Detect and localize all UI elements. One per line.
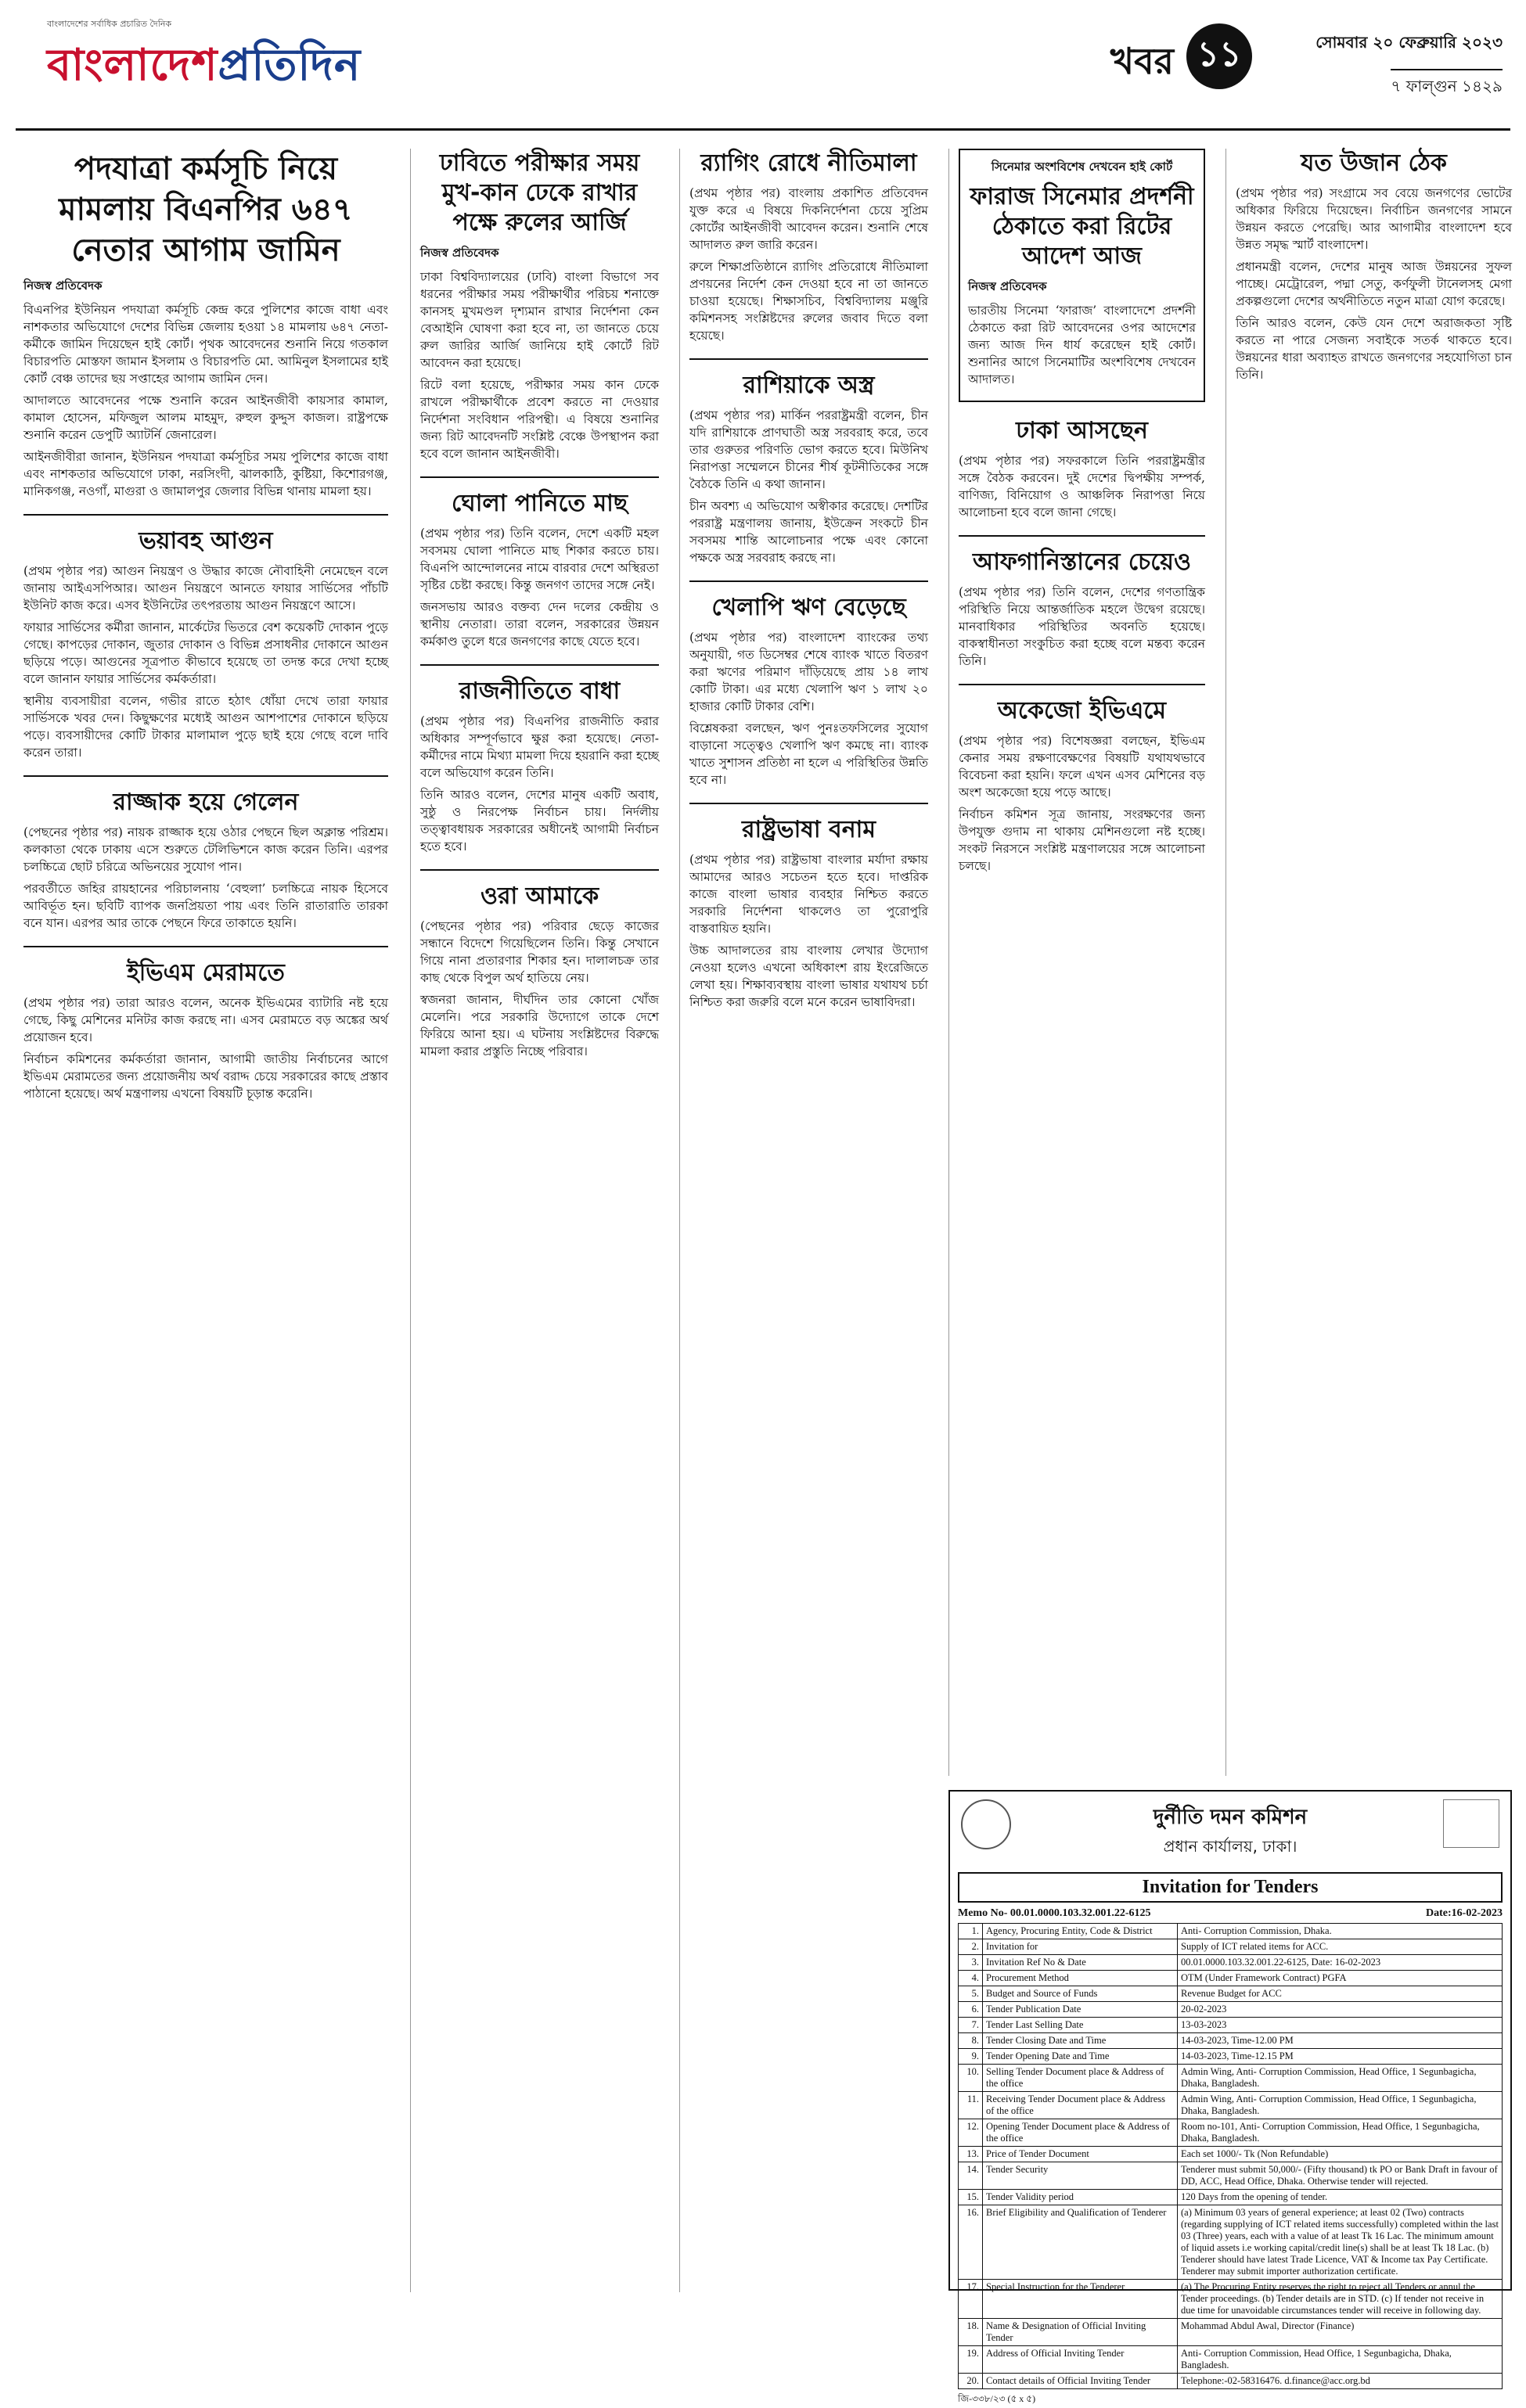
tender-row	[959, 2190, 1503, 2205]
logo-part-1: বাংলাদেশ	[47, 40, 218, 91]
article-bnp-bail[interactable]	[23, 149, 388, 500]
article-headline: ওরা আমাকে	[480, 882, 599, 910]
masthead	[16, 11, 1510, 131]
article-headline: অকেজো ইভিএমে	[997, 697, 1167, 724]
article-headline: রাশিয়াকে অস্ত্র	[743, 372, 875, 399]
tender-row-value: Each set 1000/- Tk (Non Refundable)	[1178, 2147, 1503, 2162]
article-yata-ujan[interactable]	[1236, 149, 1512, 383]
article-paragraph: (প্রথম পৃষ্ঠার পর) বিশেষজ্ঞরা বলছেন, ইভিএম কেনার সময় রক্ষণাবেক্ষণের বিষয়টি যথাযথভাবে বিবেচনা করা হয়নি। ফলে এখন এসব মেশিনের বড় অংশ অকেজো হয়ে পড়ে আছে।	[959, 734, 1205, 800]
tender-row-label: Brief Eligibility and Qualification of Tenderer	[983, 2205, 1178, 2280]
article-headline: পদযাত্রা কর্মসূচি নিয়ে মামলায় বিএনপির ৬৪৭ নেতার আগাম জামিন	[59, 151, 353, 268]
tender-row-value: Revenue Budget for ACC	[1178, 1986, 1503, 2002]
tender-row	[959, 2162, 1503, 2190]
tender-row-value: 13-03-2023	[1178, 2018, 1503, 2033]
divider	[420, 476, 659, 478]
divider	[23, 514, 388, 516]
tender-row-label: Tender Opening Date and Time	[983, 2049, 1178, 2065]
article-kicker: সিনেমার অংশবিশেষ দেখবেন হাই কোর্ট	[991, 160, 1173, 174]
article-they-me[interactable]	[420, 882, 659, 1060]
tender-row-number: 8.	[959, 2033, 983, 2049]
article-headline: রাজ্জাক হয়ে গেলেন	[113, 789, 299, 816]
tender-row	[959, 2319, 1503, 2346]
article-paragraph: (প্রথম পৃষ্ঠার পর) সংগ্রামে সব বেয়ে জনগণের ভোটের অধিকার ফিরিয়ে দিয়েছেন। নির্বাচিন জনগণের সামনে উন্নয়ন করতে পেরেছি। আর আগামীর বাংলাদেশ হবে উন্নত সমৃদ্ধ স্মার্ট বাংলাদেশ।	[1236, 186, 1512, 252]
tender-row-number: 3.	[959, 1955, 983, 1971]
tender-row-number: 18.	[959, 2319, 983, 2346]
tender-row-label: Selling Tender Document place & Address of the office	[983, 2065, 1178, 2092]
divider	[689, 803, 928, 804]
article-byline: নিজস্ব প্রতিবেদক	[420, 246, 499, 260]
article-paragraph: পরবর্তীতে জহির রায়হানের পরিচালনায় ‘বেহুলা’ চলচ্চিত্রে নায়ক হিসেবে আবির্ভূত হন। ছবিটি ব্যাপক জনপ্রিয়তা পায় এবং তিনি রাতারাতি তারকা বনে যান। এরপর আর তাকে পেছনে ফিরে তাকাতে হয়নি।	[23, 882, 388, 930]
tender-row-label: Tender Publication Date	[983, 2002, 1178, 2018]
tender-row-value: Admin Wing, Anti- Corruption Commission, Head Office, 1 Segunbagicha, Dhaka, Bangladesh.	[1178, 2065, 1503, 2092]
article-paragraph: আইনজীবীরা জানান, ইউনিয়ন পদযাত্রা কর্মসূচির সময় পুলিশের কাজে বাধা এবং নাশকতার অভিযোগে ঢাকা, নরসিংদী, ঝালকাঠি, কুষ্টিয়া, কিশোরগঞ্জ, মানিকগঞ্জ, নওগাঁ, মাগুরা ও জামালপুর জেলার বিভিন্ন থানায় মামলা হয়।	[23, 450, 388, 498]
divider	[959, 684, 1205, 685]
article-paragraph: রিটে বলা হয়েছে, পরীক্ষার সময় কান ঢেকে রাখলে পরীক্ষার্থীকে প্রবেশ করতে না দেওয়ার নির্দেশনা সংবিধান পরিপন্থী। এ বিষয়ে শুনানির জন্য রিট আবেদনটি সংশ্লিষ্ট বেঞ্চে উপস্থাপন করা হবে বলে জানান আইনজীবী।	[420, 378, 659, 461]
divider	[689, 580, 928, 582]
tender-row-label: Tender Security	[983, 2162, 1178, 2190]
tender-row-label: Opening Tender Document place & Address of the office	[983, 2119, 1178, 2147]
tender-row	[959, 1939, 1503, 1955]
article-dhaka-coming[interactable]	[959, 416, 1205, 521]
tender-row	[959, 2346, 1503, 2374]
tender-row-label: Procurement Method	[983, 1971, 1178, 1986]
article-paragraph: (পেছনের পৃষ্ঠার পর) পরিবার ছেড়ে কাজের সন্ধানে বিদেশে গিয়েছিলেন তিনি। কিন্তু সেখানে গিয়ে নানা প্রতারণার শিকার হন। দালালচক্র তার কাছ থেকে বিপুল অর্থ হাতিয়ে নেয়।	[420, 919, 659, 985]
article-headline: রাজনীতিতে বাধা	[459, 677, 621, 705]
article-afghanistan[interactable]	[959, 548, 1205, 670]
tender-row	[959, 2119, 1503, 2147]
article-paragraph: তিনি আরও বলেন, কেউ যেন দেশে অরাজকতা সৃষ্টি করতে না পারে সেজন্য সবাইকে সতর্ক থাকতে হবে। উন্নয়নের ধারা অব্যাহত রাখতে জনগণের সহযোগিতা চান তিনি।	[1236, 316, 1512, 382]
tender-row-number: 14.	[959, 2162, 983, 2190]
article-du-exam[interactable]	[420, 149, 659, 462]
tender-row-number: 11.	[959, 2092, 983, 2119]
article-politics[interactable]	[420, 677, 659, 855]
article-paragraph: প্রধানমন্ত্রী বলেন, দেশের মানুষ আজ উন্নয়নের সুফল পাচ্ছে। মেট্রোরেল, পদ্মা সেতু, কর্ণফুলী টানেলসহ মেগা প্রকল্পগুলো দেশের অর্থনীতিতে নতুন মাত্রা যোগ করেছে।	[1236, 260, 1512, 308]
tender-memo-number: Memo No- 00.01.0000.103.32.001.22-6125	[958, 1907, 1151, 1919]
tender-row	[959, 2092, 1503, 2119]
tender-row-label: Tender Validity period	[983, 2190, 1178, 2205]
tender-row-value: Supply of ICT related items for ACC.	[1178, 1939, 1503, 1955]
article-headline: ঢাবিতে পরীক্ষার সময় মুখ-কান ঢেকে রাখার পক্ষে রুলের আর্জি	[439, 149, 640, 236]
article-headline: ঢাকা আসছেন	[1016, 417, 1148, 444]
article-broken-evm[interactable]	[959, 696, 1205, 875]
tender-row-label: Contact details of Official Inviting Tender	[983, 2374, 1178, 2389]
tender-row	[959, 1986, 1503, 2002]
tender-row-number: 13.	[959, 2147, 983, 2162]
article-paragraph: (পেছনের পৃষ্ঠার পর) নায়ক রাজ্জাক হয়ে ওঠার পেছনে ছিল অক্লান্ত পরিশ্রম। কলকাতা থেকে ঢাকায় এসে শুরুতে টেলিভিশনে কাজ করেন তিনি। এরপর চলচ্চিত্রে ছোট চরিত্রে অভিনয়ের সুযোগ পান।	[23, 825, 388, 874]
tender-row-number: 7.	[959, 2018, 983, 2033]
tender-row-label: Tender Closing Date and Time	[983, 2033, 1178, 2049]
tender-row-value: Room no-101, Anti- Corruption Commission, Head Office, 1 Segunbagicha, Dhaka, Bangladesh.	[1178, 2119, 1503, 2147]
article-evm-repair[interactable]	[23, 958, 388, 1102]
tender-row	[959, 2065, 1503, 2092]
tender-row-label: Price of Tender Document	[983, 2147, 1178, 2162]
tender-row	[959, 2049, 1503, 2065]
article-byline: নিজস্ব প্রতিবেদক	[968, 279, 1047, 293]
tender-row-label: Name & Designation of Official Inviting Tender	[983, 2319, 1178, 2346]
article-paragraph: (প্রথম পৃষ্ঠার পর) তারা আরও বলেন, অনেক ইভিএমের ব্যাটারি নষ্ট হয়ে গেছে, কিছু মেশিনের মনিটর কাজ করছে না। এসব মেরামতে বড় অঙ্কের অর্থ প্রয়োজন হবে।	[23, 996, 388, 1044]
tender-row	[959, 2033, 1503, 2049]
date-bangla-calendar: ৭ ফাল্গুন ১৪২৯	[1391, 69, 1503, 101]
logo-part-2: প্রতিদিন	[218, 40, 362, 91]
tender-row-label: Receiving Tender Document place & Address of the office	[983, 2092, 1178, 2119]
divider	[23, 775, 388, 777]
tender-row-number: 15.	[959, 2190, 983, 2205]
tender-row-label: Tender Last Selling Date	[983, 2018, 1178, 2033]
tender-row-label: Special Instruction for the Tenderer	[983, 2280, 1178, 2319]
article-headline: ফারাজ সিনেমার প্রদর্শনী ঠেকাতে করা রিটের আদেশ আজ	[970, 183, 1194, 270]
brand-tagline: বাংলাদেশের সর্বাধিক প্রচারিত দৈনিক	[47, 19, 172, 29]
tender-row	[959, 2002, 1503, 2018]
tender-row-value: 14-03-2023, Time-12.00 PM	[1178, 2033, 1503, 2049]
tender-row-value: 00.01.0000.103.32.001.22-6125, Date: 16-02-2023	[1178, 1955, 1503, 1971]
article-paragraph: জনসভায় আরও বক্তব্য দেন দলের কেন্দ্রীয় ও স্থানীয় নেতারা। তারা বলেন, সরকারের উন্নয়ন কর্মকাণ্ড তুলে ধরে জনগণের কাছে যেতে হবে।	[420, 600, 659, 649]
tender-row-number: 20.	[959, 2374, 983, 2389]
tender-row-label: Address of Official Inviting Tender	[983, 2346, 1178, 2374]
article-paragraph: বিশ্লেষকরা বলছেন, ঋণ পুনঃতফসিলের সুযোগ বাড়ানো সত্ত্বেও খেলাপি ঋণ কমছে না। ব্যাংক খাতে সুশাসন প্রতিষ্ঠা না হলে এ পরিস্থিতির উন্নতি হবে না।	[689, 721, 928, 787]
article-paragraph: (প্রথম পৃষ্ঠার পর) রাষ্ট্রভাষা বাংলার মর্যাদা রক্ষায় আমাদের আরও সচেতন হতে হবে। দাপ্তরিক কাজে বাংলা ভাষার ব্যবহার নিশ্চিত করতে সরকারি নির্দেশনা থাকলেও তা পুরোপুরি বাস্তবায়িত হয়নি।	[689, 853, 928, 936]
tender-row-label: Agency, Procuring Entity, Code & District	[983, 1924, 1178, 1939]
article-paragraph: (প্রথম পৃষ্ঠার পর) আগুন নিয়ন্ত্রণ ও উদ্ধার কাজে নৌবাহিনী নেমেছেন বলে জানায় আইএসপিআর। আগুন নিয়ন্ত্রণে আনতে ফায়ার সার্ভিসের পাঁচটি ইউনিট কাজ করে। এসব ইউনিটের তৎপরতায় আগুন নিয়ন্ত্রণে আসে।	[23, 564, 388, 613]
article-headline: ভয়াবহ আগুন	[139, 527, 273, 555]
tender-row-value: Telephone:-02-58316476. d.finance@acc.org.bd	[1178, 2374, 1503, 2389]
column-1	[23, 149, 399, 2292]
article-default-loan[interactable]	[689, 593, 928, 789]
tender-row-number: 2.	[959, 1939, 983, 1955]
article-ragging[interactable]	[689, 149, 928, 344]
tender-row-value: Tenderer must submit 50,000/- (Fifty thousand) tk PO or Bank Draft in favour of DD, ACC, Head Office, Dhaka. Otherwise tender will rejected.	[1178, 2162, 1503, 2190]
article-headline: ইভিএম মেরামতে	[127, 959, 285, 987]
article-paragraph: (প্রথম পৃষ্ঠার পর) সফরকালে তিনি পররাষ্ট্রমন্ত্রীর সঙ্গে বৈঠক করবেন। দুই দেশের দ্বিপক্ষীয় সম্পর্ক, বাণিজ্য, বিনিয়োগ ও আঞ্চলিক নিরাপত্তা নিয়ে আলোচনা হবে বলে জানা গেছে।	[959, 454, 1205, 519]
article-razzak[interactable]	[23, 788, 388, 932]
tender-row-value: Anti- Corruption Commission, Head Office, 1 Segunbagicha, Dhaka, Bangladesh.	[1178, 2346, 1503, 2374]
tender-row	[959, 1955, 1503, 1971]
tender-row-number: 10.	[959, 2065, 983, 2092]
tender-row-number: 5.	[959, 1986, 983, 2002]
article-headline: ঘোলা পানিতে মাছ	[452, 490, 628, 517]
tender-row-number: 4.	[959, 1971, 983, 1986]
tender-table	[958, 1923, 1503, 2389]
article-headline: রাষ্ট্রভাষা বনাম	[741, 816, 876, 843]
newspaper-logo[interactable]	[47, 31, 361, 105]
divider	[420, 664, 659, 666]
tender-date: Date:16-02-2023	[1426, 1907, 1503, 1919]
tender-row	[959, 2280, 1503, 2319]
article-byline: নিজস্ব প্রতিবেদক	[23, 279, 103, 293]
article-paragraph: নির্বাচন কমিশনের কর্মকর্তারা জানান, আগামী জাতীয় নির্বাচনের আগে ইভিএম মেরামতের জন্য প্রয়োজনীয় অর্থ বরাদ্দ চেয়ে সরকারের কাছে প্রস্তাব পাঠানো হয়েছে। অর্থ মন্ত্রণালয় এখনো বিষয়টি চূড়ান্ত করেনি।	[23, 1052, 388, 1101]
tender-row-value: 20-02-2023	[1178, 2002, 1503, 2018]
tender-row-number: 9.	[959, 2049, 983, 2065]
article-paragraph: স্থানীয় ব্যবসায়ীরা বলেন, গভীর রাতে হঠাৎ ধোঁয়া দেখে তারা ফায়ার সার্ভিসকে খবর দেন। কিছুক্ষণের মধ্যেই আগুন আশপাশের দোকানে ছড়িয়ে পড়ে। ব্যবসায়ীদের কোটি টাকার মালামাল পুড়ে ছাই হয়ে গেছে বলে দাবি করেন তারা।	[23, 694, 388, 760]
tender-row	[959, 1924, 1503, 1939]
tender-row-number: 12.	[959, 2119, 983, 2147]
article-paragraph: চীন অবশ্য এ অভিযোগ অস্বীকার করেছে। দেশটির পররাষ্ট্র মন্ত্রণালয় জানায়, ইউক্রেন সংকটে চীন সবসময় শান্তি আলোচনার পক্ষে এবং কোনো পক্ষকে অস্ত্র সরবরাহ করছে না।	[689, 499, 928, 565]
tender-row-value: 14-03-2023, Time-12.15 PM	[1178, 2049, 1503, 2065]
tender-row-value: Mohammad Abdul Awal, Director (Finance)	[1178, 2319, 1503, 2346]
tender-row-number: 19.	[959, 2346, 983, 2374]
tender-row-value: (a) The Procuring Entity reserves the right to reject all Tenders or annul the Tender proceedings. (b) Tender details are in STD. (c) If tender not receive in due time for unavoidable circumstances tender will receive in following day.	[1178, 2280, 1503, 2319]
article-paragraph: (প্রথম পৃষ্ঠার পর) বাংলায় প্রকাশিত প্রতিবেদন যুক্ত করে এ বিষয়ে দিকনির্দেশনা চেয়ে সুপ্রিম কোর্টের আইনজীবী আবেদন করেন। শুনানি শেষে আদালত রুল জারি করেন।	[689, 186, 928, 252]
tender-row-value: Admin Wing, Anti- Corruption Commission, Head Office, 1 Segunbagicha, Dhaka, Bangladesh.	[1178, 2092, 1503, 2119]
article-fire[interactable]	[23, 527, 388, 761]
section-label: খবর	[1110, 40, 1174, 82]
article-faraz-cinema[interactable]	[959, 149, 1205, 402]
tender-row-value: OTM (Under Framework Contract) PGFA	[1178, 1971, 1503, 1986]
tender-row	[959, 2147, 1503, 2162]
article-headline: যত উজান ঠেক	[1301, 149, 1447, 177]
tender-row-value: (a) Minimum 03 years of general experience; at least 02 (Two) contracts (regarding supplying of ICT related items successfully) completed within the last 03 (Three) years, each with a value of at least Tk 16 Lac. The minimum amount of liquid assets i.e working capital/credit line(s) shall be at least Tk 18 Lac. (b) Tenderer should have latest Trade Licence, VAT & Income tax Pay Certificate. Tenderer may submit importer authorization certificate.	[1178, 2205, 1503, 2280]
tender-row-label: Invitation Ref No & Date	[983, 1955, 1178, 1971]
column-3	[679, 149, 938, 2292]
article-paragraph: (প্রথম পৃষ্ঠার পর) মার্কিন পররাষ্ট্রমন্ত্রী বলেন, চীন যদি রাশিয়াকে প্রাণঘাতী অস্ত্র সরবরাহ করে, তবে তার গুরুতর পরিণতি ভোগ করতে হবে। মিউনিখ নিরাপত্তা সম্মেলনে চীনের শীর্ষ কূটনীতিকের সঙ্গে বৈঠকে তিনি এ কথা জানান।	[689, 408, 928, 491]
divider	[420, 869, 659, 871]
divider	[959, 535, 1205, 537]
column-2	[410, 149, 668, 2292]
article-paragraph: (প্রথম পৃষ্ঠার পর) তিনি বলেন, দেশের গণতান্ত্রিক পরিস্থিতি নিয়ে আন্তর্জাতিক মহলে উদ্বেগ রয়েছে। মানবাধিকার পরিস্থিতির অবনতি হয়েছে। বাকস্বাধীনতা সংকুচিত করা হচ্ছে বলে মন্তব্য করেন তিনি।	[959, 585, 1205, 668]
article-headline: র‍্যাগিং রোধে নীতিমালা	[700, 149, 917, 177]
article-paragraph: (প্রথম পৃষ্ঠার পর) বাংলাদেশ ব্যাংকের তথ্য অনুযায়ী, গত ডিসেম্বর শেষে ব্যাংক খাতে বিতরণ করা ঋণের পরিমাণ দাঁড়িয়েছে প্রায় ১৪ লাখ কোটি টাকা। এর মধ্যে খেলাপি ঋণ ১ লাখ ২০ হাজার কোটি টাকার বেশি।	[689, 631, 928, 713]
tender-row-number: 17.	[959, 2280, 983, 2319]
tender-memo-line	[958, 1907, 1503, 1920]
tender-row-value: 120 Days from the opening of tender.	[1178, 2190, 1503, 2205]
article-paragraph: (প্রথম পৃষ্ঠার পর) তিনি বলেন, দেশে একটি মহল সবসময় ঘোলা পানিতে মাছ শিকার করতে চায়। বিএনপি আন্দোলনের নামে বারবার দেশে অস্থিরতা সৃষ্টির চেষ্টা করছে। কিন্তু জনগণ তাদের সঙ্গে নেই।	[420, 527, 659, 592]
tender-notice-ad[interactable]	[948, 1790, 1512, 2404]
tender-row-number: 1.	[959, 1924, 983, 1939]
tender-row	[959, 1971, 1503, 1986]
article-paragraph: (প্রথম পৃষ্ঠার পর) বিএনপির রাজনীতি করার অধিকার সম্পূর্ণভাবে ক্ষুণ্ণ করা হয়েছে। নেতা-কর্মীদের নামে মিথ্যা মামলা দিয়ে হয়রানি করা হচ্ছে বলে অভিযোগ করেন তিনি।	[420, 714, 659, 780]
divider	[23, 946, 388, 947]
article-paragraph: বিএনপির ইউনিয়ন পদযাত্রা কর্মসূচি কেন্দ্র করে পুলিশের কাজে বাধা এবং নাশকতার অভিযোগে দেশের বিভিন্ন জেলায় হওয়া ১৪ মামলায় ৬৪৭ নেতা-কর্মীকে জামিন দিয়েছেন হাই কোর্ট। পৃথক আবেদনের শুনানি নিয়ে গতকাল বিচারপতি মোস্তফা জামান ইসলাম ও বিচারপতি মো. আমিনুল ইসলামের হাই কোর্ট বেঞ্চ তাদের ছয় সপ্তাহের আগাম জামিন দেন।	[23, 303, 388, 386]
article-paragraph: স্বজনরা জানান, দীর্ঘদিন তার কোনো খোঁজ মেলেনি। পরে সরকারি উদ্যোগে তাকে দেশে ফিরিয়ে আনা হয়। এ ঘটনায় সংশ্লিষ্টদের বিরুদ্ধে মামলা করার প্রস্তুতি নিচ্ছে পরিবার।	[420, 993, 659, 1058]
article-paragraph: ঢাকা বিশ্ববিদ্যালয়ের (ঢাবি) বাংলা বিভাগে সব ধরনের পরীক্ষার সময় পরীক্ষার্থীর পরিচয় শনাক্তে কানসহ মুখমণ্ডল দৃশ্যমান রাখার নির্দেশনা কেন বেআইনি ঘোষণা করা হবে না, তা জানতে চেয়ে রুল জারির আর্জি জানিয়ে হাই কোর্টে রিট আবেদন করা হয়েছে।	[420, 270, 659, 370]
tender-row	[959, 2205, 1503, 2280]
article-paragraph: ভারতীয় সিনেমা ‘ফারাজ’ বাংলাদেশে প্রদর্শনী ঠেকাতে করা রিট আবেদনের ওপর আদেশের জন্য আজ দিন ধার্য করেছেন হাই কোর্ট। শুনানির আগে সিনেমাটির অংশবিশেষ দেখবেন আদালত।	[968, 304, 1196, 386]
article-state-language[interactable]	[689, 815, 928, 1011]
divider	[689, 358, 928, 360]
tender-office: প্রধান কার্যালয়, ঢাকা।	[1163, 1837, 1297, 1856]
tender-title: Invitation for Tenders	[958, 1872, 1503, 1903]
article-paragraph: নির্বাচন কমিশন সূত্র জানায়, সংরক্ষণের জন্য উপযুক্ত গুদাম না থাকায় মেশিনগুলো নষ্ট হচ্ছে। সংকট নিরসনে সংশ্লিষ্ট মন্ত্রণালয়ের সঙ্গে আলোচনা চলছে।	[959, 807, 1205, 873]
page-number-badge: ১১	[1186, 23, 1252, 89]
column-4	[948, 149, 1215, 1776]
government-emblem	[961, 1799, 1011, 1849]
tender-row-number: 6.	[959, 2002, 983, 2018]
tender-row-number: 16.	[959, 2205, 983, 2280]
article-paragraph: উচ্চ আদালতের রায় বাংলায় লেখার উদ্যোগ নেওয়া হলেও এখনো অধিকাংশ রায় ইংরেজিতে লেখা হয়। শিক্ষাব্যবস্থায় বাংলা ভাষার যথাযথ চর্চা নিশ্চিত করা জরুরি বলে মনে করেন ভাষাবিদরা।	[689, 943, 928, 1009]
mujib-logo	[1443, 1799, 1499, 1848]
tender-row	[959, 2374, 1503, 2389]
tender-footer: জি-৩৩৮/২৩ (৫ x ৫)	[958, 2393, 1036, 2404]
tender-row-label: Budget and Source of Funds	[983, 1986, 1178, 2002]
article-headline: খেলাপি ঋণ বেড়েছে	[711, 594, 906, 621]
article-murky-water[interactable]	[420, 489, 659, 650]
article-paragraph: তিনি আরও বলেন, দেশের মানুষ একটি অবাধ, সুষ্ঠু ও নিরপেক্ষ নির্বাচন চায়। নির্দলীয় তত্ত্বাবধায়ক সরকারের অধীনেই আগামী নির্বাচন হতে হবে।	[420, 788, 659, 854]
article-paragraph: ফায়ার সার্ভিসের কর্মীরা জানান, মার্কেটের ভিতরে বেশ কয়েকটি দোকান পুড়ে গেছে। কাপড়ের দোকান, জুতার দোকান ও বিভিন্ন প্রসাধনীর দোকানে আগুন ছড়িয়ে পড়ে। আগুনের সূত্রপাত কীভাবে হয়েছে তা তদন্ত করে দেখা হচ্ছে বলে জানান ফায়ার সার্ভিসের কর্মকর্তারা।	[23, 620, 388, 686]
article-paragraph: রুলে শিক্ষাপ্রতিষ্ঠানে র‍্যাগিং প্রতিরোধে নীতিমালা প্রণয়নের নির্দেশ কেন দেওয়া হবে না তা জানতে চাওয়া হয়েছে। শিক্ষাসচিব, বিশ্ববিদ্যালয় মঞ্জুরি কমিশনসহ সংশ্লিষ্টদের রুলের জবাব দিতে বলা হয়েছে।	[689, 260, 928, 343]
date-weekday: সোমবার ২০ ফেব্রুয়ারি ২০২৩	[1315, 33, 1503, 52]
tender-row-value: Anti- Corruption Commission, Dhaka.	[1178, 1924, 1503, 1939]
column-5	[1225, 149, 1512, 1776]
tender-row	[959, 2018, 1503, 2033]
article-russia-arms[interactable]	[689, 371, 928, 566]
article-headline: আফগানিস্তানের চেয়েও	[972, 548, 1192, 576]
tender-agency: দুর্নীতি দমন কমিশন	[1153, 1806, 1308, 1829]
article-paragraph: আদালতে আবেদনের পক্ষে শুনানি করেন আইনজীবী কায়সার কামাল, কামাল হোসেন, মফিজুল আলম মাহমুদ, রুহুল কুদ্দুস কাজল। রাষ্ট্রপক্ষে শুনানি করেন ডেপুটি অ্যাটর্নি জেনারেল।	[23, 394, 388, 442]
tender-row-label: Invitation for	[983, 1939, 1178, 1955]
